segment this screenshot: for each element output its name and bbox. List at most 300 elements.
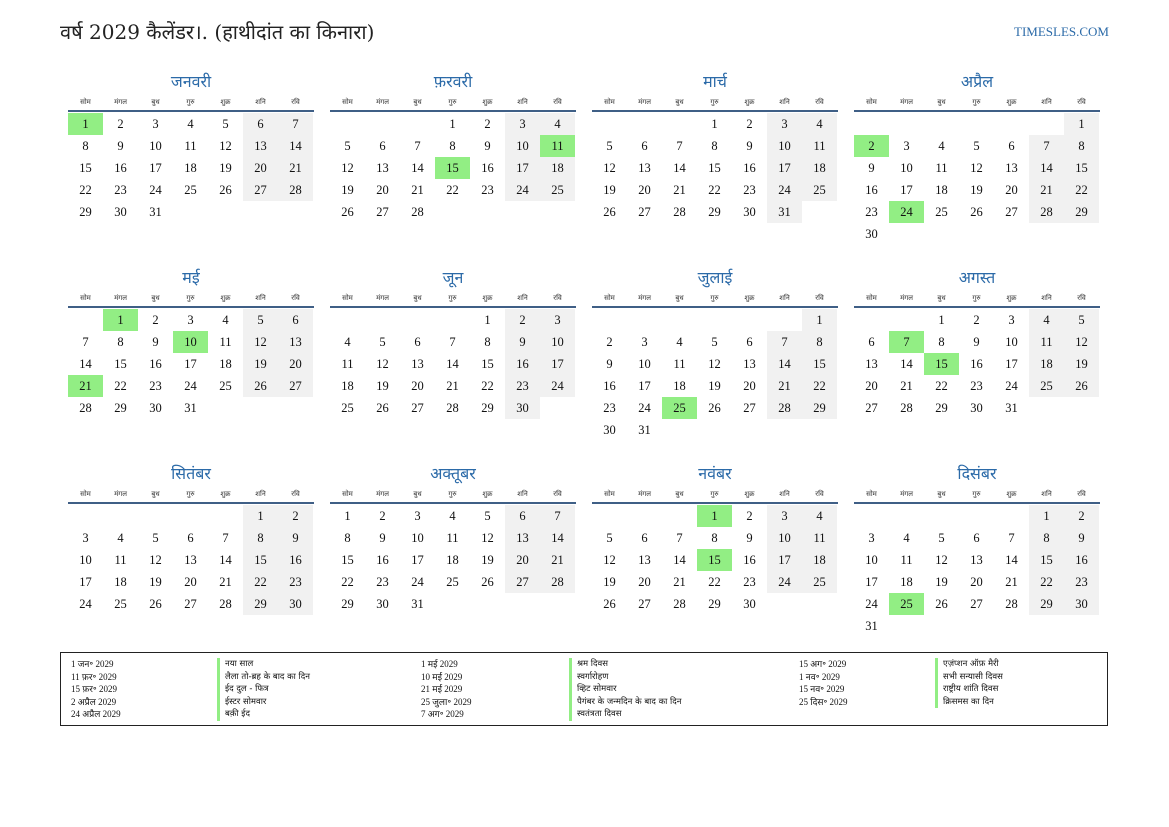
weekday-label: मंगल — [114, 490, 127, 498]
day-cell: 25 — [219, 379, 232, 393]
weekday-label: गुरु — [186, 490, 195, 498]
day-cell: 7 — [449, 335, 456, 349]
weekday-label: गुरु — [448, 294, 457, 302]
day-cell: 16 — [743, 553, 756, 567]
day-cell: 17 — [1005, 357, 1018, 371]
day-cell: 1 — [1029, 505, 1064, 527]
day-cell: 14 — [411, 161, 424, 175]
day-cell: 19 — [376, 379, 389, 393]
month-name: दिसंबर — [957, 464, 997, 483]
weekday-header — [592, 290, 838, 308]
day-cell: 21 — [446, 379, 459, 393]
day-cell: 24 — [505, 179, 540, 201]
day-cell: 13 — [1005, 161, 1018, 175]
day-cell: 18 — [446, 553, 459, 567]
day-cell: 4 — [1029, 309, 1064, 331]
weekday-label: शुक्र — [744, 294, 755, 302]
day-cell: 3 — [82, 531, 89, 545]
day-cell: 12 — [481, 531, 494, 545]
day-cell: 25 — [184, 183, 197, 197]
day-cell: 9 — [973, 335, 980, 349]
empty-cell — [627, 505, 662, 527]
day-cell: 24 — [79, 597, 92, 611]
month-calendar — [854, 462, 1100, 658]
days-grid — [330, 309, 576, 419]
day-cell: 1 — [802, 309, 837, 331]
month-name: अक्तूबर — [430, 464, 476, 483]
day-cell: 14 — [1029, 157, 1064, 179]
day-cell: 19 — [603, 575, 616, 589]
day-cell: 13 — [411, 357, 424, 371]
day-cell: 12 — [149, 553, 162, 567]
day-cell: 6 — [505, 505, 540, 527]
days-grid — [854, 309, 1100, 419]
day-cell: 25 — [1029, 375, 1064, 397]
day-cell: 18 — [184, 161, 197, 175]
weekday-label: शनि — [779, 294, 790, 302]
day-cell: 5 — [711, 335, 718, 349]
month-name: अप्रैल — [960, 72, 994, 91]
month-calendar — [330, 462, 576, 658]
day-cell: 29 — [481, 401, 494, 415]
day-cell: 9 — [505, 331, 540, 353]
day-cell: 28 — [673, 205, 686, 219]
day-cell: 19 — [243, 353, 278, 375]
weekday-label: रवि — [553, 294, 562, 302]
day-cell: 8 — [82, 139, 89, 153]
day-cell: 28 — [1029, 201, 1064, 223]
day-cell: 17 — [149, 161, 162, 175]
empty-cell — [889, 113, 924, 135]
day-cell: 7 — [1029, 135, 1064, 157]
month-name: जून — [442, 268, 464, 287]
day-cell: 16 — [376, 553, 389, 567]
day-cell: 4 — [117, 531, 124, 545]
day-cell: 26 — [219, 183, 232, 197]
day-cell: 9 — [746, 531, 753, 545]
weekday-label: रवि — [291, 98, 300, 106]
day-cell: 9 — [606, 357, 613, 371]
month-name: नवंबर — [698, 464, 732, 483]
empty-cell — [662, 309, 697, 331]
weekday-label: शनि — [255, 294, 266, 302]
day-cell: 10 — [505, 135, 540, 157]
day-cell: 16 — [278, 549, 313, 571]
month-calendar — [854, 266, 1100, 462]
empty-cell — [889, 505, 924, 527]
day-cell: 28 — [79, 401, 92, 415]
day-cell: 15 — [243, 549, 278, 571]
holiday-date-column — [421, 658, 471, 721]
day-cell: 4 — [187, 117, 194, 131]
day-cell: 29 — [708, 597, 721, 611]
day-cell: 13 — [638, 161, 651, 175]
weekday-label: रवि — [291, 490, 300, 498]
day-cell: 31 — [865, 619, 878, 633]
weekday-label: गुरु — [448, 98, 457, 106]
day-cell: 12 — [935, 553, 948, 567]
day-cell: 26 — [603, 205, 616, 219]
day-cell: 18 — [802, 157, 837, 179]
day-cell: 5 — [222, 117, 229, 131]
day-cell: 15 — [1064, 157, 1099, 179]
day-cell: 15 — [341, 553, 354, 567]
day-cell: 8 — [938, 335, 945, 349]
holiday-day-cell: 15 — [697, 549, 732, 571]
empty-cell — [68, 309, 103, 331]
day-cell: 27 — [184, 597, 197, 611]
weekday-label: शनि — [517, 98, 528, 106]
day-cell: 2 — [746, 117, 753, 131]
day-cell: 20 — [184, 575, 197, 589]
day-cell: 5 — [484, 509, 491, 523]
holiday-name: स्वर्गारोहण — [577, 671, 609, 682]
weekday-label: बुध — [413, 490, 422, 498]
weekday-label: रवि — [553, 98, 562, 106]
weekday-label: शुक्र — [482, 98, 493, 106]
day-cell: 10 — [1005, 335, 1018, 349]
empty-cell — [592, 309, 627, 331]
weekday-label: मंगल — [638, 294, 651, 302]
holiday-name: लैला तो-ब्रह के बाद का दिन — [225, 671, 310, 682]
day-cell: 12 — [243, 331, 278, 353]
empty-cell — [68, 505, 103, 527]
day-cell: 14 — [900, 357, 913, 371]
day-cell: 19 — [341, 183, 354, 197]
day-cell: 15 — [708, 161, 721, 175]
day-cell: 16 — [1064, 549, 1099, 571]
day-cell: 3 — [540, 309, 575, 331]
weekday-label: रवि — [291, 294, 300, 302]
weekday-header — [854, 94, 1100, 112]
weekday-label: सोम — [342, 294, 353, 302]
holiday-name-column — [935, 658, 1003, 708]
day-cell: 4 — [676, 335, 683, 349]
days-grid — [592, 113, 838, 223]
day-cell: 16 — [149, 357, 162, 371]
day-cell: 9 — [1064, 527, 1099, 549]
weekday-label: बुध — [937, 98, 946, 106]
day-cell: 6 — [243, 113, 278, 135]
day-cell: 12 — [341, 161, 354, 175]
day-cell: 18 — [341, 379, 354, 393]
day-cell: 31 — [638, 423, 651, 437]
day-cell: 27 — [1005, 205, 1018, 219]
day-cell: 10 — [411, 531, 424, 545]
empty-cell — [330, 113, 365, 135]
month-name: जनवरी — [170, 72, 212, 91]
month-calendar — [592, 266, 838, 462]
holiday-date: 15 नव॰ 2029 — [799, 684, 845, 695]
holiday-name: श्रम दिवस — [577, 659, 608, 669]
holiday-name: बक़ी ईद — [225, 709, 250, 720]
day-cell: 22 — [481, 379, 494, 393]
day-cell: 17 — [411, 553, 424, 567]
holiday-day-cell: 7 — [889, 331, 924, 353]
weekday-label: बुध — [413, 294, 422, 302]
day-cell: 18 — [802, 549, 837, 571]
holiday-day-cell: 1 — [68, 113, 103, 135]
weekday-label: सोम — [604, 98, 615, 106]
day-cell: 23 — [278, 571, 313, 593]
day-cell: 5 — [973, 139, 980, 153]
day-cell: 2 — [973, 313, 980, 327]
day-cell: 30 — [114, 205, 127, 219]
holiday-name: नया साल — [225, 659, 254, 669]
weekday-label: शनि — [255, 98, 266, 106]
day-cell: 16 — [970, 357, 983, 371]
day-cell: 21 — [1029, 179, 1064, 201]
day-cell: 16 — [481, 161, 494, 175]
weekday-label: मंगल — [900, 294, 913, 302]
day-cell: 1 — [1064, 113, 1099, 135]
day-cell: 17 — [767, 549, 802, 571]
day-cell: 21 — [540, 549, 575, 571]
day-cell: 23 — [970, 379, 983, 393]
day-cell: 11 — [446, 531, 459, 545]
day-cell: 24 — [767, 571, 802, 593]
day-cell: 4 — [903, 531, 910, 545]
day-cell: 14 — [278, 135, 313, 157]
day-cell: 6 — [1008, 139, 1015, 153]
days-grid — [330, 505, 576, 615]
weekday-header — [592, 486, 838, 504]
month-name: अगस्त — [958, 268, 996, 287]
day-cell: 22 — [1064, 179, 1099, 201]
day-cell: 22 — [79, 183, 92, 197]
day-cell: 20 — [743, 379, 756, 393]
day-cell: 22 — [802, 375, 837, 397]
day-cell: 24 — [184, 379, 197, 393]
weekday-label: मंगल — [114, 98, 127, 106]
day-cell: 13 — [865, 357, 878, 371]
site-link[interactable]: TIMESLES.COM — [1014, 24, 1109, 39]
weekday-label: शुक्र — [220, 98, 231, 106]
weekday-label: शुक्र — [482, 294, 493, 302]
day-cell: 2 — [746, 509, 753, 523]
day-cell: 8 — [449, 139, 456, 153]
day-cell: 6 — [641, 139, 648, 153]
holiday-date: 24 अप्रैल 2029 — [71, 709, 121, 720]
day-cell: 3 — [903, 139, 910, 153]
day-cell: 3 — [187, 313, 194, 327]
day-cell: 2 — [152, 313, 159, 327]
weekday-label: सोम — [866, 490, 877, 498]
day-cell: 22 — [708, 575, 721, 589]
weekday-label: मंगल — [376, 98, 389, 106]
day-cell: 7 — [222, 531, 229, 545]
day-cell: 22 — [446, 183, 459, 197]
day-cell: 29 — [341, 597, 354, 611]
weekday-label: बुध — [937, 490, 946, 498]
day-cell: 3 — [767, 113, 802, 135]
day-cell: 26 — [243, 375, 278, 397]
day-cell: 24 — [411, 575, 424, 589]
day-cell: 12 — [1064, 331, 1099, 353]
weekday-header — [854, 486, 1100, 504]
day-cell: 3 — [414, 509, 421, 523]
day-cell: 5 — [344, 139, 351, 153]
day-cell: 12 — [603, 553, 616, 567]
day-cell: 8 — [117, 335, 124, 349]
weekday-header — [68, 94, 314, 112]
weekday-label: बुध — [675, 294, 684, 302]
day-cell: 6 — [414, 335, 421, 349]
day-cell: 28 — [673, 597, 686, 611]
empty-cell — [627, 309, 662, 331]
holiday-name: स्वतंत्रता दिवस — [577, 709, 622, 720]
day-cell: 30 — [149, 401, 162, 415]
weekday-label: शनि — [1041, 294, 1052, 302]
day-cell: 9 — [379, 531, 386, 545]
holiday-name: व्हिट सोमवार — [577, 684, 617, 695]
day-cell: 26 — [149, 597, 162, 611]
day-cell: 25 — [935, 205, 948, 219]
day-cell: 30 — [743, 597, 756, 611]
holiday-day-cell: 24 — [889, 201, 924, 223]
day-cell: 7 — [414, 139, 421, 153]
day-cell: 20 — [411, 379, 424, 393]
day-cell: 18 — [114, 575, 127, 589]
day-cell: 13 — [184, 553, 197, 567]
day-cell: 6 — [278, 309, 313, 331]
weekday-label: शनि — [255, 490, 266, 498]
empty-cell — [924, 505, 959, 527]
day-cell: 18 — [219, 357, 232, 371]
day-cell: 27 — [411, 401, 424, 415]
day-cell: 20 — [505, 549, 540, 571]
weekday-label: शुक्र — [744, 98, 755, 106]
day-cell: 11 — [673, 357, 686, 371]
month-calendar — [68, 70, 314, 266]
day-cell: 28 — [1005, 597, 1018, 611]
day-cell: 11 — [114, 553, 127, 567]
day-cell: 30 — [1064, 593, 1099, 615]
day-cell: 5 — [606, 139, 613, 153]
day-cell: 17 — [865, 575, 878, 589]
day-cell: 24 — [149, 183, 162, 197]
day-cell: 3 — [868, 531, 875, 545]
empty-cell — [592, 505, 627, 527]
day-cell: 1 — [344, 509, 351, 523]
day-cell: 4 — [344, 335, 351, 349]
weekday-label: सोम — [80, 490, 91, 498]
day-cell: 9 — [484, 139, 491, 153]
month-calendar — [330, 266, 576, 462]
day-cell: 11 — [900, 553, 913, 567]
day-cell: 13 — [243, 135, 278, 157]
holiday-day-cell: 11 — [540, 135, 575, 157]
month-name: जुलाई — [697, 268, 733, 287]
day-cell: 31 — [149, 205, 162, 219]
day-cell: 5 — [606, 531, 613, 545]
day-cell: 31 — [184, 401, 197, 415]
day-cell: 4 — [802, 113, 837, 135]
weekday-label: शुक्र — [1006, 294, 1017, 302]
days-grid — [330, 113, 576, 223]
day-cell: 13 — [376, 161, 389, 175]
weekday-label: शुक्र — [1006, 98, 1017, 106]
day-cell: 14 — [540, 527, 575, 549]
day-cell: 23 — [865, 205, 878, 219]
day-cell: 26 — [1064, 375, 1099, 397]
day-cell: 10 — [149, 139, 162, 153]
day-cell: 26 — [708, 401, 721, 415]
weekday-label: सोम — [866, 294, 877, 302]
day-cell: 14 — [1005, 553, 1018, 567]
day-cell: 20 — [376, 183, 389, 197]
weekday-label: मंगल — [376, 294, 389, 302]
weekday-label: शनि — [779, 98, 790, 106]
day-cell: 9 — [117, 139, 124, 153]
day-cell: 23 — [481, 183, 494, 197]
day-cell: 27 — [505, 571, 540, 593]
day-cell: 4 — [938, 139, 945, 153]
weekday-label: शुक्र — [220, 294, 231, 302]
day-cell: 26 — [935, 597, 948, 611]
day-cell: 18 — [1029, 353, 1064, 375]
day-cell: 27 — [970, 597, 983, 611]
day-cell: 19 — [970, 183, 983, 197]
month-calendar — [854, 70, 1100, 266]
day-cell: 14 — [673, 553, 686, 567]
month-calendar — [330, 70, 576, 266]
day-cell: 11 — [341, 357, 354, 371]
empty-cell — [173, 505, 208, 527]
day-cell: 15 — [114, 357, 127, 371]
weekday-label: शनि — [1041, 98, 1052, 106]
weekday-header — [330, 486, 576, 504]
day-cell: 5 — [1064, 309, 1099, 331]
day-cell: 27 — [278, 375, 313, 397]
day-cell: 9 — [278, 527, 313, 549]
day-cell: 19 — [603, 183, 616, 197]
day-cell: 3 — [1008, 313, 1015, 327]
weekday-label: सोम — [866, 98, 877, 106]
day-cell: 7 — [278, 113, 313, 135]
day-cell: 14 — [79, 357, 92, 371]
empty-cell — [103, 505, 138, 527]
holiday-date: 7 अग॰ 2029 — [421, 709, 464, 720]
day-cell: 20 — [638, 183, 651, 197]
days-grid — [592, 505, 838, 615]
holiday-date: 1 जन॰ 2029 — [71, 659, 114, 669]
day-cell: 11 — [184, 139, 197, 153]
day-cell: 8 — [802, 331, 837, 353]
weekday-label: गुरु — [972, 98, 981, 106]
day-cell: 23 — [743, 183, 756, 197]
weekday-label: शुक्र — [744, 490, 755, 498]
day-cell: 28 — [900, 401, 913, 415]
day-cell: 10 — [540, 331, 575, 353]
day-cell: 21 — [1005, 575, 1018, 589]
day-cell: 15 — [481, 357, 494, 371]
weekday-label: रवि — [815, 294, 824, 302]
month-calendar — [592, 70, 838, 266]
day-cell: 2 — [1064, 505, 1099, 527]
day-cell: 21 — [767, 375, 802, 397]
day-cell: 30 — [376, 597, 389, 611]
day-cell: 12 — [708, 357, 721, 371]
holiday-date: 25 जुला॰ 2029 — [421, 696, 472, 707]
day-cell: 12 — [219, 139, 232, 153]
day-cell: 19 — [219, 161, 232, 175]
day-cell: 21 — [411, 183, 424, 197]
day-cell: 31 — [411, 597, 424, 611]
day-cell: 1 — [711, 117, 718, 131]
day-cell: 2 — [278, 505, 313, 527]
day-cell: 7 — [676, 139, 683, 153]
